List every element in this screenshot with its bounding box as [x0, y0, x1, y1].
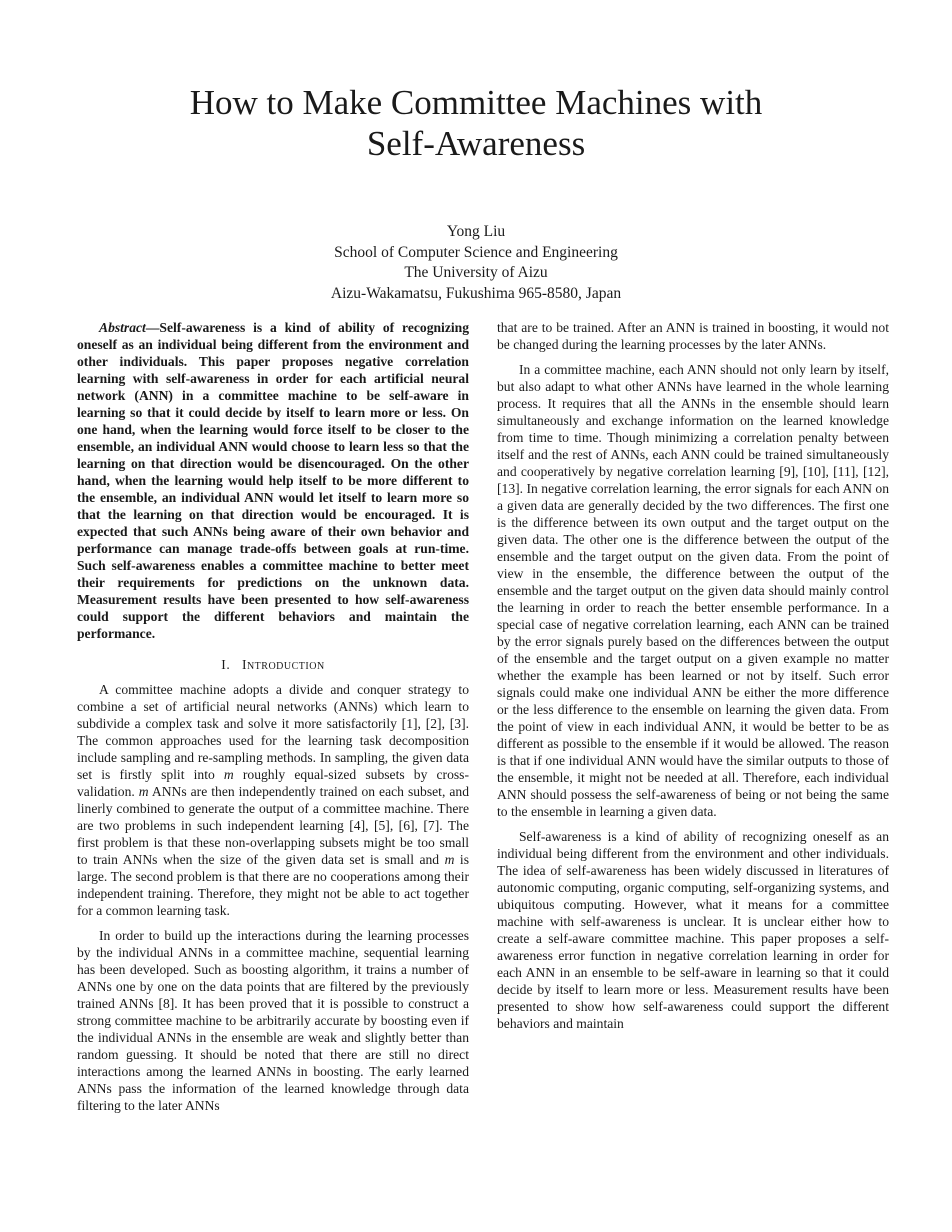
intro-p1-part-b: roughly equal-sized subsets by cross-validation.	[77, 767, 469, 799]
left-column	[77, 319, 469, 1114]
math-m: m	[138, 784, 149, 799]
paper-title	[0, 82, 952, 164]
intro-paragraph-2-continued: that are to be trained. After an ANN is trained in boosting, it would not be changed during the learning processes by the later ANNs.	[497, 320, 889, 352]
right-column	[497, 319, 889, 1032]
intro-paragraph-2: In order to build up the interactions during the learning processes by the individual ANNs in a committee machine, sequential learning has been developed. Such as boosting algorithm, it trains a number of ANNs one by one on the data points that are filtered by the previously trained ANNs [8]. It has been proved that it is possible to construct a strong committee machine to be arbitrarily accurate by boosting even if the individual ANNs in the ensemble are weak and slightly better than random guessing. It should be noted that there are still no direct interactions among the learned ANNs in boosting. The early learned ANNs pass the information of the learned knowledge through data filtering to the later ANNs	[77, 928, 469, 1113]
author-department: School of Computer Science and Engineering	[334, 243, 618, 261]
abstract-label: Abstract	[99, 320, 146, 335]
title-line-1: How to Make Committee Machines with	[189, 83, 763, 122]
author-university: The University of Aizu	[404, 264, 548, 282]
abstract-text: Self-awareness is a kind of ability of recognizing oneself as an individual being different from the environment and other individuals. This paper proposes negative correlation learning with self-awareness in order for each artificial neural network (ANN) in a committee machine to be self-aware in learning so that it could decide by itself to learn more or less. On one hand, when the learning would force itself to be closer to the ensemble, an individual ANN would choose to learn less so that the learning on that direction would be disencouraged. On the other hand, when the learning would help itself to be more different to the ensemble, an individual ANN would let itself to learn more so that the learning on that direction would be encouraged. It is expected that such ANNs being aware of their own behavior and performance can manage trade-offs between goals at run-time. Such self-awareness enables a committee machine to better meet their requirements for predictions on the unknown data. Measurement results have been presented to how self-awareness could support the different behaviors and maintain the performance.	[77, 320, 469, 641]
author-block	[0, 222, 952, 304]
author-address: Aizu-Wakamatsu, Fukushima 965-8580, Japan	[330, 284, 622, 302]
section-number: I.	[221, 657, 231, 672]
intro-p1-part-a: A committee machine adopts a divide and conquer strategy to combine a set of artificial neural networks (ANNs) which learn to subdivide a complex task and solve it more satisfactorily [1], [2], [3]. The common approaches used for the learning task decomposition include sampling and re-sampling methods. In sampling, the given data set is firstly split into	[77, 682, 469, 782]
intro-p1-part-c: ANNs are then independently trained on each subset, and linerly combined to generate the output of a committee machine. There are two problems in such independent learning [4], [5], [6], [7]. The first problem is that these non-overlapping subsets might be too small to train ANNs when the size of the given data set is small and	[77, 784, 469, 867]
author-name: Yong Liu	[446, 223, 506, 240]
math-m: m	[444, 852, 455, 867]
intro-paragraph-4: Self-awareness is a kind of ability of recognizing oneself as an individual being different from the environment and other individuals. The idea of self-awareness has been widely discussed in literatures of autonomic computing, organic computing, self-organizing systems, and ubiquitous computing. However, what it means for a committee machine with self-awareness is unclear. It is unclear either how to create a self-aware committee machine. This paper proposes a self-awareness error function in negative correlation learning in order for each ANN in an ensemble to be self-aware in learning so that it could decide by itself to learn more or less. Measurement results have been presented to show how self-awareness could support the different behaviors and maintain	[497, 829, 889, 1031]
intro-paragraph-1	[77, 681, 469, 919]
math-m: m	[223, 767, 234, 782]
intro-paragraph-3: In a committee machine, each ANN should not only learn by itself, but also adapt to what other ANNs have learned in the whole learning process. It requires that all the ANNs in the ensemble should learn simultaneously and exchange information on the learned knowledge from time to time. Though minimizing a correlation penalty between itself and the rest of ANNs, each ANN could be trained simultaneously and cooperatively by negative correlation learning [9], [10], [11], [12], [13]. In negative correlation learning, the error signals for each ANN on a given data are generally decided by the two differences. The first one is the difference between its own output and the target output on the given data. The other one is the difference between the output of the ensemble and the target output on the given data. From the point of view in the ensemble, the difference between the output of the ensemble and the target output on the given data should mainly control the learning in order to reach the better ensemble performance. In a special case of negative correlation learning, each ANN can be trained by the error signals purely based on the differences between the output of the ensemble and the target output on a given example no matter whether the example has been learned or not by itself. Such error signals could make one individual ANN be either the more difference or the less difference to the ensemble on learning the given data. From the point of view in each individual ANN, it would be better to be as different as possible to the ensemble if it would be allowed. The reason is that if one individual ANN would have the similar outputs to those of the ensemble, it might not be needed at all. Therefore, each individual ANN should possess the self-awareness of being or not being the same to the ensemble in learning a given data.	[497, 362, 889, 819]
section-title: Introduction	[241, 657, 325, 672]
abstract	[77, 319, 469, 642]
section-heading	[77, 656, 469, 673]
abstract-dash: —	[145, 320, 160, 335]
title-line-2: Self-Awareness	[366, 124, 586, 163]
intro-p1-part-d: is large. The second problem is that there are no cooperations among their independent training. Therefore, they might not be able to act together for a common learning task.	[77, 852, 469, 918]
